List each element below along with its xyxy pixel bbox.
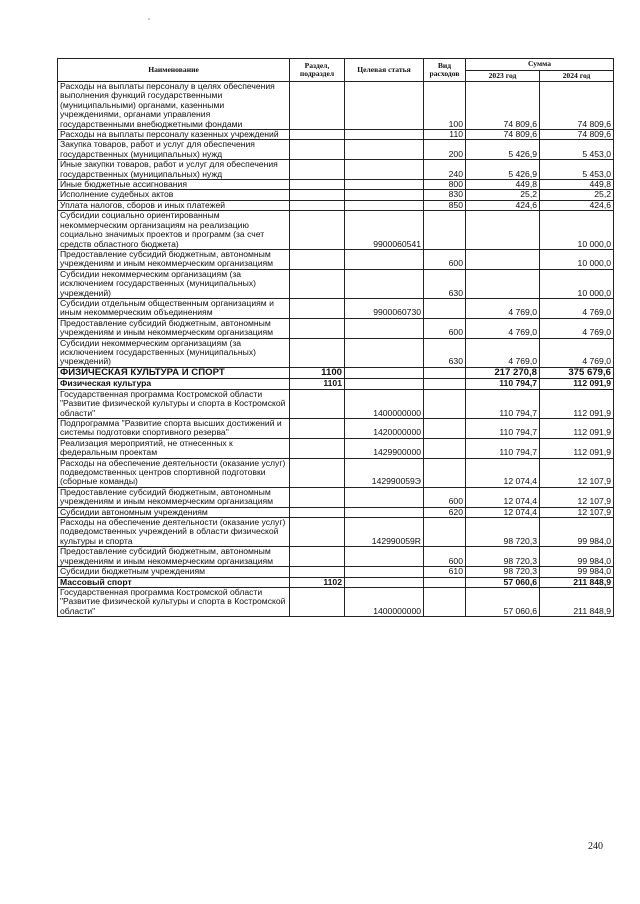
table-row bbox=[58, 389, 614, 418]
cell-section bbox=[290, 82, 345, 130]
cell-2023 bbox=[466, 249, 540, 269]
cell-section bbox=[290, 318, 345, 338]
cell-section bbox=[290, 180, 345, 190]
cell-2023: 110 794,7 bbox=[466, 438, 540, 458]
cell-2024: 449,8 bbox=[540, 180, 614, 190]
cell-section bbox=[290, 160, 345, 180]
cell-type: 240 bbox=[424, 160, 466, 180]
cell-target bbox=[345, 200, 424, 210]
cell-type bbox=[424, 419, 466, 439]
cell-2023: 57 060,6 bbox=[466, 577, 540, 587]
cell-2024: 4 769,0 bbox=[540, 298, 614, 318]
cell-2023: 449,8 bbox=[466, 180, 540, 190]
cell-name: Расходы на обеспечение деятельности (оказание услуг) подведомственных учреждений в области физической культуры и спорта bbox=[58, 518, 290, 547]
cell-type: 600 bbox=[424, 487, 466, 507]
cell-name: Субсидии социально ориентированным некоммерческим организациям на реализацию социально значимых проектов и программ (за счет средств областного бюджета) bbox=[58, 211, 290, 250]
cell-type: 630 bbox=[424, 338, 466, 367]
header-name: Наименование bbox=[58, 59, 290, 82]
cell-section bbox=[290, 200, 345, 210]
cell-section: 1101 bbox=[290, 379, 345, 389]
cell-type: 610 bbox=[424, 567, 466, 577]
table-row bbox=[58, 269, 614, 298]
cell-2024: 99 984,0 bbox=[540, 567, 614, 577]
cell-target bbox=[345, 507, 424, 517]
cell-section bbox=[290, 211, 345, 250]
cell-2023: 110 794,7 bbox=[466, 379, 540, 389]
cell-2023: 217 270,8 bbox=[466, 367, 540, 379]
cell-section bbox=[290, 338, 345, 367]
cell-section bbox=[290, 298, 345, 318]
cell-target: 142990059R bbox=[345, 518, 424, 547]
cell-section bbox=[290, 458, 345, 487]
table-row bbox=[58, 298, 614, 318]
cell-name: ФИЗИЧЕСКАЯ КУЛЬТУРА И СПОРТ bbox=[58, 367, 290, 379]
header-year-2023: 2023 год bbox=[466, 71, 540, 82]
cell-target bbox=[345, 82, 424, 130]
cell-2024: 10 000,0 bbox=[540, 269, 614, 298]
table-row bbox=[58, 130, 614, 140]
table-row bbox=[58, 458, 614, 487]
cell-name: Расходы на обеспечение деятельности (оказание услуг) подведомственных центров спортивной подготовки (сборные команды) bbox=[58, 458, 290, 487]
cell-name: Исполнение судебных актов bbox=[58, 190, 290, 200]
table-row bbox=[58, 211, 614, 250]
cell-2023: 110 794,7 bbox=[466, 389, 540, 418]
cell-type bbox=[424, 389, 466, 418]
cell-2023: 4 769,0 bbox=[466, 318, 540, 338]
cell-section bbox=[290, 547, 345, 567]
cell-2024: 211 848,9 bbox=[540, 587, 614, 616]
cell-name: Закупка товаров, работ и услуг для обеспечения государственных (муниципальных) нужд bbox=[58, 140, 290, 160]
cell-2024: 25,2 bbox=[540, 190, 614, 200]
cell-2024: 74 809,6 bbox=[540, 130, 614, 140]
budget-page bbox=[57, 58, 613, 617]
cell-name: Субсидии отдельным общественным организациям и иным некоммерческим объединениям bbox=[58, 298, 290, 318]
table-row bbox=[58, 518, 614, 547]
cell-2023 bbox=[466, 269, 540, 298]
cell-2024: 10 000,0 bbox=[540, 211, 614, 250]
cell-target bbox=[345, 487, 424, 507]
cell-section bbox=[290, 249, 345, 269]
header-year-2024: 2024 год bbox=[540, 71, 614, 82]
cell-section bbox=[290, 130, 345, 140]
header-type: Вид расходов bbox=[424, 59, 466, 82]
cell-2024: 12 107,9 bbox=[540, 507, 614, 517]
cell-2024: 112 091,9 bbox=[540, 389, 614, 418]
cell-target bbox=[345, 249, 424, 269]
cell-target bbox=[345, 160, 424, 180]
cell-type: 100 bbox=[424, 82, 466, 130]
cell-2024: 99 984,0 bbox=[540, 547, 614, 567]
table-row bbox=[58, 82, 614, 130]
cell-name: Подпрограмма "Развитие спорта высших достижений и системы подготовки спортивного резерва" bbox=[58, 419, 290, 439]
cell-name: Расходы на выплаты персоналу в целях обеспечения выполнения функций государственными (муниципальными) органами, казенными учреждениями, органами управления государственными внебюджетными фондами bbox=[58, 82, 290, 130]
table-row bbox=[58, 379, 614, 389]
table-row bbox=[58, 577, 614, 587]
cell-2023: 98 720,3 bbox=[466, 567, 540, 577]
cell-target bbox=[345, 379, 424, 389]
table-row bbox=[58, 419, 614, 439]
cell-section: 1100 bbox=[290, 367, 345, 379]
cell-2023: 4 769,0 bbox=[466, 338, 540, 367]
cell-2024: 211 848,9 bbox=[540, 577, 614, 587]
cell-section bbox=[290, 269, 345, 298]
cell-2024: 5 453,0 bbox=[540, 160, 614, 180]
cell-type: 800 bbox=[424, 180, 466, 190]
budget-table bbox=[57, 58, 614, 617]
cell-2023: 12 074,4 bbox=[466, 507, 540, 517]
cell-target bbox=[345, 180, 424, 190]
table-row bbox=[58, 547, 614, 567]
cell-target: 1420000000 bbox=[345, 419, 424, 439]
table-row bbox=[58, 587, 614, 616]
cell-target bbox=[345, 338, 424, 367]
cell-type bbox=[424, 587, 466, 616]
table-row bbox=[58, 487, 614, 507]
cell-name: Предоставление субсидий бюджетным, автономным учреждениям и иным некоммерческим организациям bbox=[58, 318, 290, 338]
cell-section bbox=[290, 587, 345, 616]
cell-target bbox=[345, 577, 424, 587]
table-header bbox=[58, 59, 614, 82]
cell-2024: 5 453,0 bbox=[540, 140, 614, 160]
cell-2023: 4 769,0 bbox=[466, 298, 540, 318]
cell-section bbox=[290, 438, 345, 458]
header-target: Целевая статья bbox=[345, 59, 424, 82]
cell-type: 830 bbox=[424, 190, 466, 200]
cell-name: Уплата налогов, сборов и иных платежей bbox=[58, 200, 290, 210]
cell-2024: 375 679,6 bbox=[540, 367, 614, 379]
cell-target: 1400000000 bbox=[345, 587, 424, 616]
cell-type bbox=[424, 211, 466, 250]
cell-2024: 99 984,0 bbox=[540, 518, 614, 547]
table-row bbox=[58, 190, 614, 200]
cell-2023 bbox=[466, 211, 540, 250]
cell-section bbox=[290, 507, 345, 517]
table-row bbox=[58, 200, 614, 210]
cell-target bbox=[345, 367, 424, 379]
table-row bbox=[58, 507, 614, 517]
cell-section bbox=[290, 190, 345, 200]
table-row bbox=[58, 249, 614, 269]
cell-2023: 25,2 bbox=[466, 190, 540, 200]
cell-name: Иные закупки товаров, работ и услуг для обеспечения государственных (муниципальных) нужд bbox=[58, 160, 290, 180]
cell-2024: 112 091,9 bbox=[540, 379, 614, 389]
cell-type bbox=[424, 438, 466, 458]
cell-2024: 112 091,9 bbox=[540, 438, 614, 458]
cell-2023: 98 720,3 bbox=[466, 518, 540, 547]
cell-type bbox=[424, 367, 466, 379]
cell-type: 110 bbox=[424, 130, 466, 140]
cell-type bbox=[424, 577, 466, 587]
cell-2023: 5 426,9 bbox=[466, 160, 540, 180]
scan-speck bbox=[148, 18, 150, 20]
cell-target: 142990059Э bbox=[345, 458, 424, 487]
cell-name: Реализация мероприятий, не отнесенных к федеральным проектам bbox=[58, 438, 290, 458]
page-number: 240 bbox=[588, 841, 603, 852]
cell-target: 9900060541 bbox=[345, 211, 424, 250]
cell-name: Государственная программа Костромской области "Развитие физической культуры и спорта в Костромской области" bbox=[58, 389, 290, 418]
cell-target: 1429900000 bbox=[345, 438, 424, 458]
cell-name: Предоставление субсидий бюджетным, автономным учреждениям и иным некоммерческим организациям bbox=[58, 547, 290, 567]
cell-2023: 12 074,4 bbox=[466, 487, 540, 507]
cell-section bbox=[290, 567, 345, 577]
table-row bbox=[58, 180, 614, 190]
cell-type: 600 bbox=[424, 249, 466, 269]
cell-type bbox=[424, 379, 466, 389]
cell-name: Государственная программа Костромской области "Развитие физической культуры и спорта в Костромской области" bbox=[58, 587, 290, 616]
cell-2023: 5 426,9 bbox=[466, 140, 540, 160]
table-row bbox=[58, 160, 614, 180]
cell-target bbox=[345, 269, 424, 298]
cell-type: 600 bbox=[424, 547, 466, 567]
cell-target bbox=[345, 547, 424, 567]
cell-2024: 12 107,9 bbox=[540, 458, 614, 487]
cell-type bbox=[424, 298, 466, 318]
cell-name: Иные бюджетные ассигнования bbox=[58, 180, 290, 190]
cell-2024: 74 809,6 bbox=[540, 82, 614, 130]
cell-2023: 74 809,6 bbox=[466, 130, 540, 140]
cell-target bbox=[345, 140, 424, 160]
cell-section bbox=[290, 487, 345, 507]
cell-2024: 4 769,0 bbox=[540, 318, 614, 338]
cell-type bbox=[424, 518, 466, 547]
cell-target: 1400000000 bbox=[345, 389, 424, 418]
header-section: Раздел, подраздел bbox=[290, 59, 345, 82]
header-sum: Сумма bbox=[466, 59, 614, 71]
cell-section: 1102 bbox=[290, 577, 345, 587]
table-body bbox=[58, 82, 614, 617]
cell-name: Субсидии некоммерческим организациям (за исключением государственных (муниципальных) учреждений) bbox=[58, 338, 290, 367]
cell-target bbox=[345, 567, 424, 577]
cell-type: 850 bbox=[424, 200, 466, 210]
cell-name: Субсидии автономным учреждениям bbox=[58, 507, 290, 517]
cell-section bbox=[290, 419, 345, 439]
cell-2023: 98 720,3 bbox=[466, 547, 540, 567]
cell-name: Расходы на выплаты персоналу казенных учреждений bbox=[58, 130, 290, 140]
cell-section bbox=[290, 140, 345, 160]
cell-target bbox=[345, 190, 424, 200]
cell-type: 630 bbox=[424, 269, 466, 298]
table-row bbox=[58, 140, 614, 160]
cell-name: Массовый спорт bbox=[58, 577, 290, 587]
table-row bbox=[58, 438, 614, 458]
cell-target bbox=[345, 318, 424, 338]
table-row bbox=[58, 367, 614, 379]
cell-2024: 4 769,0 bbox=[540, 338, 614, 367]
cell-type: 600 bbox=[424, 318, 466, 338]
cell-2024: 12 107,9 bbox=[540, 487, 614, 507]
table-row bbox=[58, 567, 614, 577]
cell-target: 9900060730 bbox=[345, 298, 424, 318]
cell-2024: 10 000,0 bbox=[540, 249, 614, 269]
cell-2024: 424,6 bbox=[540, 200, 614, 210]
cell-2023: 74 809,6 bbox=[466, 82, 540, 130]
cell-2023: 57 060,6 bbox=[466, 587, 540, 616]
cell-name: Субсидии бюджетным учреждениям bbox=[58, 567, 290, 577]
cell-target bbox=[345, 130, 424, 140]
cell-section bbox=[290, 518, 345, 547]
cell-type: 200 bbox=[424, 140, 466, 160]
cell-section bbox=[290, 389, 345, 418]
cell-name: Физическая культура bbox=[58, 379, 290, 389]
table-row bbox=[58, 338, 614, 367]
cell-2024: 112 091,9 bbox=[540, 419, 614, 439]
cell-2023: 424,6 bbox=[466, 200, 540, 210]
cell-type bbox=[424, 458, 466, 487]
cell-type: 620 bbox=[424, 507, 466, 517]
table-row bbox=[58, 318, 614, 338]
cell-2023: 12 074,4 bbox=[466, 458, 540, 487]
cell-2023: 110 794,7 bbox=[466, 419, 540, 439]
cell-name: Предоставление субсидий бюджетным, автономным учреждениям и иным некоммерческим организациям bbox=[58, 249, 290, 269]
cell-name: Субсидии некоммерческим организациям (за исключением государственных (муниципальных) учреждений) bbox=[58, 269, 290, 298]
cell-name: Предоставление субсидий бюджетным, автономным учреждениям и иным некоммерческим организациям bbox=[58, 487, 290, 507]
